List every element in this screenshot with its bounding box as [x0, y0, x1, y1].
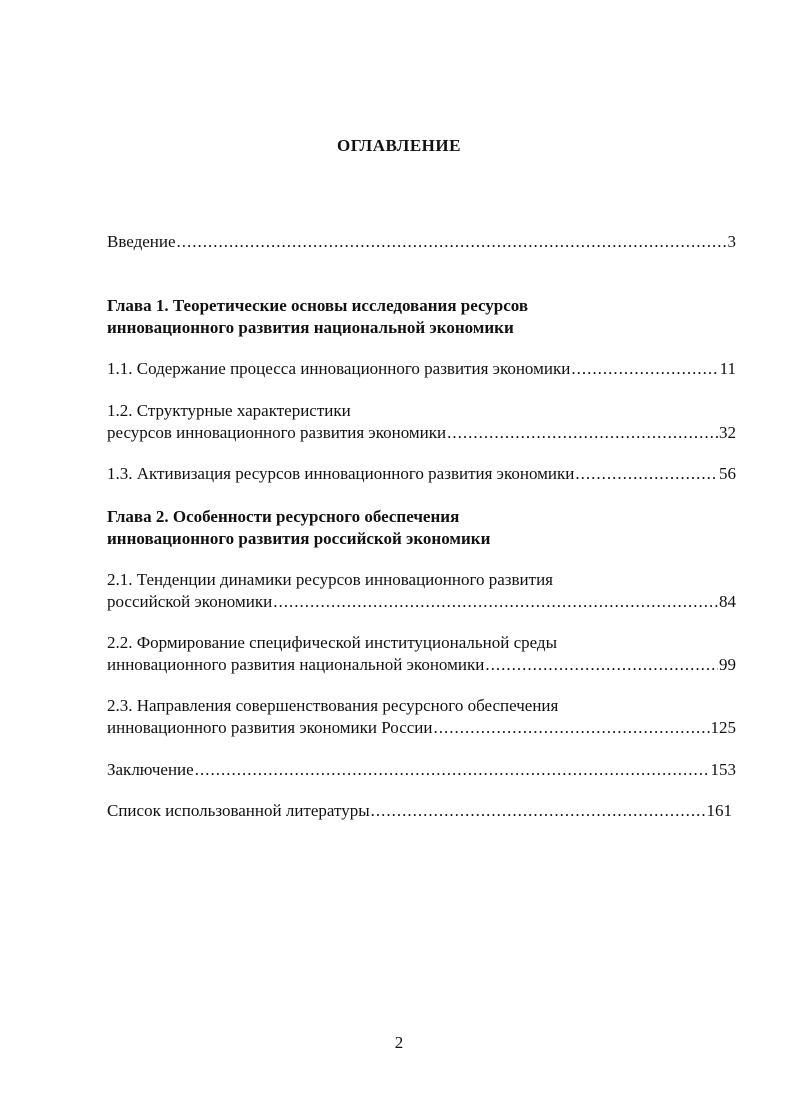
chapter-2-heading-line2[interactable]: инновационного развития российской экономики [107, 529, 491, 548]
toc-entry-page: 3 [727, 232, 736, 251]
chapter-2-heading-line1[interactable]: Глава 2. Особенности ресурсного обеспечения [107, 507, 460, 526]
toc-entry-1-1[interactable] [107, 358, 736, 380]
toc-entry-page: 99 [719, 655, 736, 674]
leader-dots [371, 800, 706, 822]
toc-entry-1-3[interactable] [107, 463, 736, 485]
toc-entry-label: инновационного развития национальной экономики [107, 655, 485, 674]
toc-entry-label: российской экономики [107, 592, 273, 611]
toc-entry-page: 11 [719, 359, 736, 378]
toc-entry-1-2-line1[interactable]: 1.2. Структурные характеристики [107, 401, 351, 420]
toc-entry-2-2[interactable] [107, 654, 736, 676]
toc-entry-2-2-line1[interactable]: 2.2. Формирование специфической институциональной среды [107, 633, 558, 652]
toc-entry-page: 153 [710, 760, 736, 779]
toc-entry-page: 32 [719, 423, 736, 442]
toc-entry-2-1-line1[interactable]: 2.1. Тенденции динамики ресурсов инновационного развития [107, 570, 553, 589]
toc-entry-page: 125 [710, 718, 736, 737]
leader-dots [433, 717, 709, 739]
toc-entry-page: 56 [719, 464, 736, 483]
page-number: 2 [394, 1033, 404, 1052]
leader-dots [485, 654, 718, 676]
toc-entry-2-3-line1[interactable]: 2.3. Направления совершенствования ресурсного обеспечения [107, 696, 559, 715]
toc-entry-intro[interactable] [107, 231, 736, 253]
toc-entry-label: 1.3. Активизация ресурсов инновационного развития экономики [107, 464, 575, 483]
toc-entry-label: 1.1. Содержание процесса инновационного развития экономики [107, 359, 571, 378]
toc-title: ОГЛАВЛЕНИЕ [337, 136, 461, 155]
toc-entry-page: 84 [719, 592, 736, 611]
chapter-1-heading-line1[interactable]: Глава 1. Теоретические основы исследования ресурсов [107, 296, 529, 315]
leader-dots [177, 231, 727, 253]
leader-dots [571, 358, 718, 380]
toc-entry-2-3[interactable] [107, 717, 736, 739]
toc-entry-2-1[interactable] [107, 591, 736, 613]
leader-dots [195, 759, 710, 781]
leader-dots [575, 463, 718, 485]
leader-dots [273, 591, 718, 613]
toc-entry-label: ресурсов инновационного развития экономики [107, 423, 447, 442]
toc-entry-conclusion[interactable] [107, 759, 736, 781]
leader-dots [447, 422, 718, 444]
toc-entry-label: Введение [107, 232, 176, 251]
toc-entry-bibliography[interactable] [107, 800, 732, 822]
toc-entry-label: Список использованной литературы [107, 801, 370, 820]
toc-entry-label: Заключение [107, 760, 194, 779]
toc-entry-page: 161 [706, 801, 732, 820]
chapter-1-heading-line2[interactable]: инновационного развития национальной экономики [107, 318, 514, 337]
toc-entry-1-2[interactable] [107, 422, 736, 444]
toc-entry-label: инновационного развития экономики России [107, 718, 433, 737]
